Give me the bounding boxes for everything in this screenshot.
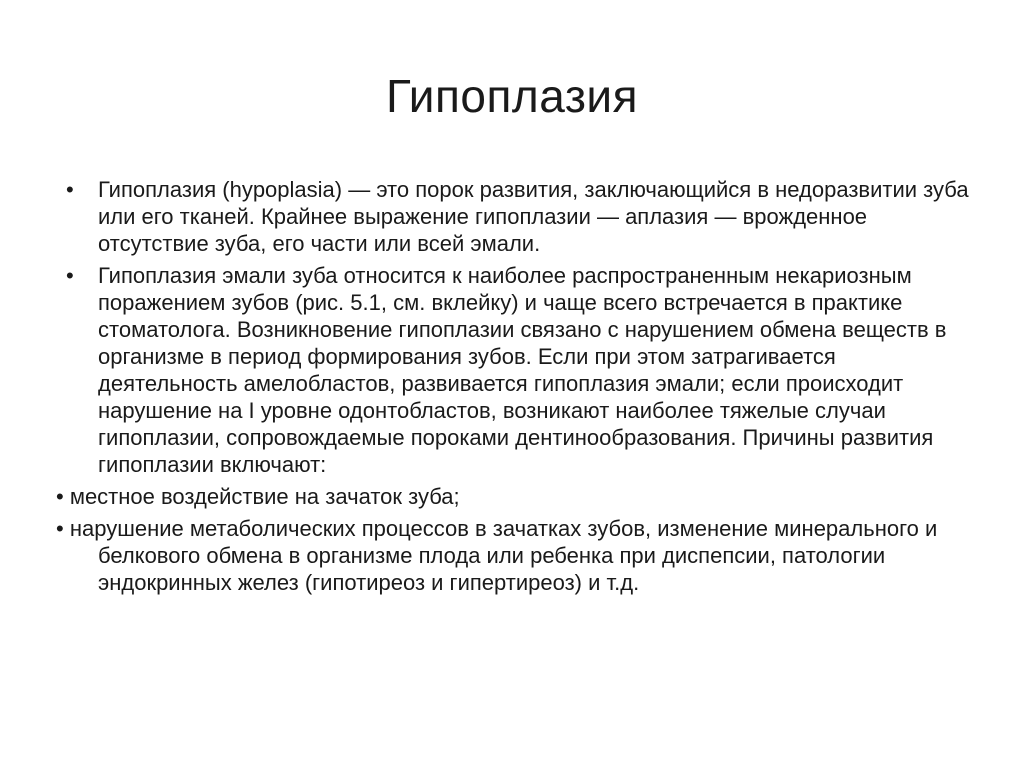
bullet-text: Гипоплазия (hypoplasia) — это порок развития, заключающийся в недоразвитии зуба или его тканей. Крайнее выражение гипоплазии — аплазия — врожденное отсутствие зуба, его части или всей эмали. — [98, 177, 969, 256]
list-item-metabolic-disorder: • нарушение метаболических процессов в зачатках зубов, изменение минерального и белкового обмена в организме плода или ребенка при диспепсии, патологии эндокринных желез (гипотиреоз и гипертиреоз) и т.д. — [56, 516, 938, 595]
bullet-text: Гипоплазия эмали зуба относится к наиболее распространенным некариозным поражением зубов (рис. 5.1, см. вклейку) и чаще всего встречается в практике стоматолога. Возникновение гипоплазии связано с нарушением обмена веществ в организме в период формирования зубов. Если при этом затрагивается деятельность амелобластов, развивается гипоплазия эмали; если происходит нарушение на I уровне одонтобластов, возникают наиболее тяжелые случаи гипоплазии, сопровождаемые пороками дентинообразования. Причины развития гипоплазии включают: — [98, 263, 947, 477]
slide-title: Гипоплазия — [385, 70, 639, 122]
bullet-marker: • — [66, 177, 74, 202]
bullet-item-definition — [56, 176, 976, 257]
bullet-marker: • — [66, 263, 74, 288]
slide-content — [56, 176, 976, 601]
list-item-local-impact: • местное воздействие на зачаток зуба; — [56, 484, 460, 509]
bullet-item-enamel-hypoplasia — [56, 262, 976, 478]
